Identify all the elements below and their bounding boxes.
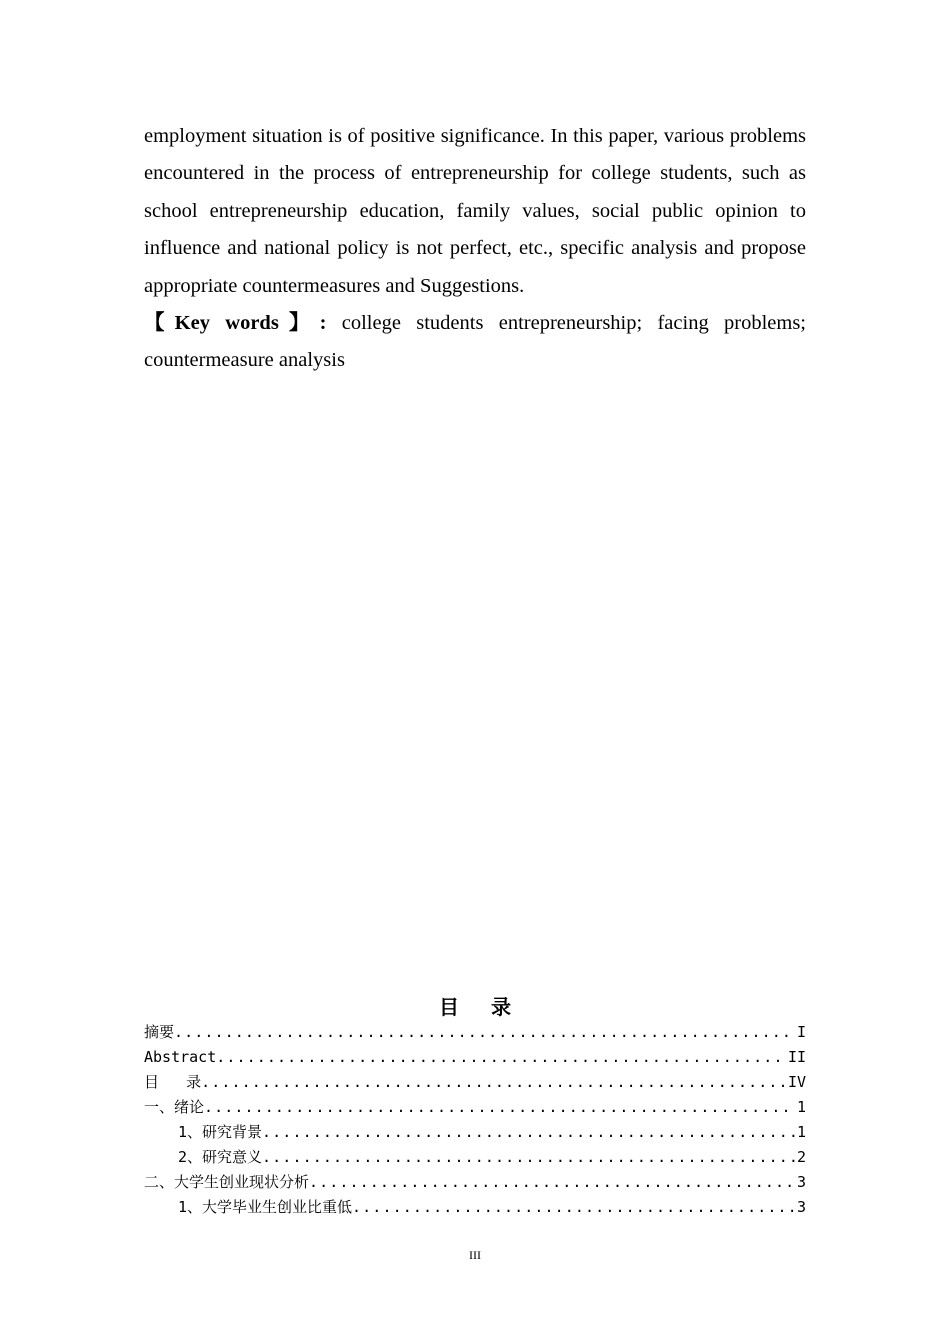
toc-entry-label: 1、大学毕业生创业比重低 bbox=[178, 1198, 353, 1216]
toc-entry-label: 1、研究背景 bbox=[178, 1123, 263, 1141]
abstract-paragraph: employment situation is of positive significance. In this paper, various problems encountered in the process of entrepreneurship for college students, such as school entrepreneurship education, family values, social public opinion to influence and national policy is not perfect, etc., specific analysis and propose appropriate countermeasures and Suggestions. bbox=[144, 125, 806, 297]
toc-entry-abstract-cn[interactable] bbox=[144, 1020, 806, 1045]
toc-entry-page: 1 bbox=[796, 1123, 806, 1141]
toc-entry-section-1-1[interactable] bbox=[144, 1120, 806, 1145]
toc-entry-chapter-2[interactable] bbox=[144, 1170, 806, 1195]
toc-leader-dots bbox=[174, 1020, 795, 1045]
toc-title-part2: 录 bbox=[491, 995, 511, 1019]
toc-entry-chapter-1[interactable] bbox=[144, 1095, 806, 1120]
table-of-contents bbox=[144, 1020, 806, 1220]
abstract-body bbox=[144, 118, 806, 380]
toc-entry-label: Abstract bbox=[144, 1048, 217, 1066]
toc-entry-page: IV bbox=[787, 1073, 806, 1091]
toc-title bbox=[144, 992, 806, 1022]
toc-entry-label: 2、研究意义 bbox=[178, 1148, 263, 1166]
keywords-text: college students entrepreneurship; facing problems; countermeasure analysis bbox=[144, 312, 806, 372]
toc-leader-dots bbox=[309, 1170, 795, 1195]
toc-leader-dots bbox=[216, 1045, 786, 1070]
toc-entry-page: II bbox=[787, 1048, 806, 1066]
toc-leader-dots bbox=[262, 1145, 795, 1170]
toc-entry-abstract-en[interactable] bbox=[144, 1045, 806, 1070]
toc-entry-page: 3 bbox=[796, 1173, 806, 1191]
toc-entry-label: 摘要 bbox=[144, 1023, 175, 1041]
toc-leader-dots bbox=[201, 1070, 786, 1095]
toc-entry-page: 3 bbox=[796, 1198, 806, 1216]
page-number: III bbox=[469, 1248, 481, 1262]
toc-entry-contents[interactable] bbox=[144, 1070, 806, 1095]
toc-leader-dots bbox=[204, 1095, 795, 1120]
toc-entry-section-1-2[interactable] bbox=[144, 1145, 806, 1170]
toc-entry-label: 目 录 bbox=[144, 1073, 202, 1091]
toc-title-part1: 目 bbox=[439, 995, 459, 1019]
toc-leader-dots bbox=[352, 1195, 795, 1220]
toc-entry-page: I bbox=[796, 1023, 806, 1041]
toc-entry-section-2-1[interactable] bbox=[144, 1195, 806, 1220]
keywords-paragraph bbox=[144, 305, 806, 380]
keywords-label: 【Key words】: bbox=[144, 312, 327, 335]
toc-entry-label: 二、大学生创业现状分析 bbox=[144, 1173, 310, 1191]
toc-entry-page: 1 bbox=[796, 1098, 806, 1116]
toc-entry-label: 一、绪论 bbox=[144, 1098, 205, 1116]
toc-leader-dots bbox=[262, 1120, 795, 1145]
toc-entry-page: 2 bbox=[796, 1148, 806, 1166]
